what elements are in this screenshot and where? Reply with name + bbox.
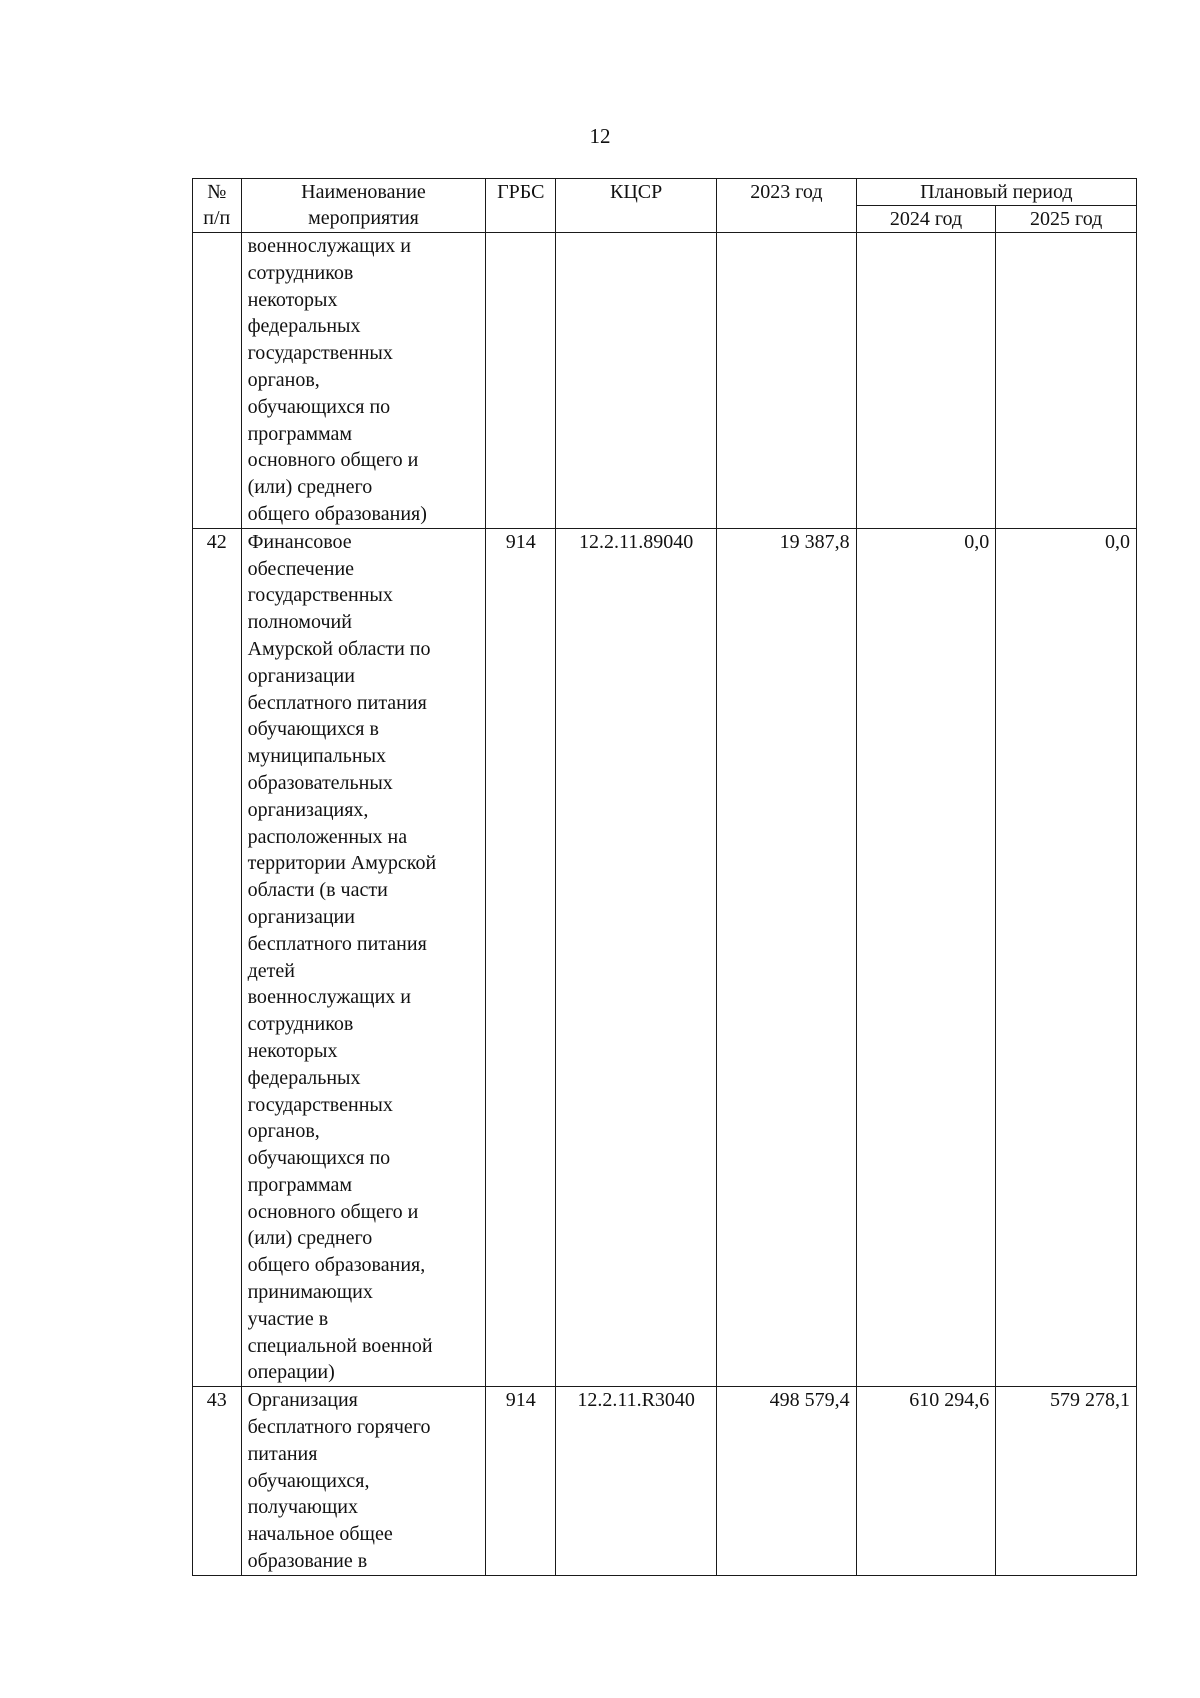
name-line: общего образования)	[247, 502, 427, 525]
row-2023-cell: 498 579,4	[717, 1387, 857, 1576]
name-line: территории Амурской	[247, 852, 437, 875]
row-2024-cell: 610 294,6	[856, 1387, 996, 1576]
name-line: участие в	[247, 1307, 329, 1330]
name-line: Организация	[247, 1389, 358, 1412]
row-number-cell: 42	[193, 528, 242, 1387]
header-year-2023: 2023 год	[717, 179, 857, 233]
row-kcsr-cell	[556, 233, 717, 529]
name-line: (или) среднего	[247, 1227, 373, 1250]
name-line: обучающихся по	[247, 395, 391, 418]
name-line: муниципальных	[247, 745, 387, 768]
name-line: военнослужащих и	[247, 986, 411, 1009]
name-line: Финансовое	[247, 530, 352, 553]
page-number: 12	[589, 124, 611, 148]
table-row	[193, 233, 1137, 529]
row-grbs-cell: 914	[486, 1387, 556, 1576]
name-line: программам	[247, 422, 353, 445]
name-line: полномочий	[247, 611, 352, 634]
header-planned-period: Плановый период	[856, 179, 1136, 206]
row-number-cell: 43	[193, 1387, 242, 1576]
table-body	[193, 233, 1137, 1576]
name-line: области (в части	[247, 879, 388, 902]
row-kcsr-cell: 12.2.11.89040	[556, 528, 717, 1387]
name-line: организации	[247, 664, 355, 687]
row-name-cell	[241, 1387, 486, 1576]
name-line: сотрудников	[247, 261, 354, 284]
name-line: операции)	[247, 1361, 335, 1384]
header-name	[241, 179, 486, 233]
name-line: обучающихся по	[247, 1147, 391, 1170]
header-num-line: п/п	[203, 207, 231, 229]
row-name-cell	[241, 233, 486, 529]
name-line: образование в	[247, 1550, 368, 1573]
name-line: расположенных на	[247, 825, 408, 848]
name-line: получающих	[247, 1496, 358, 1519]
header-num-line: №	[207, 181, 227, 203]
header-year-2025: 2025 год	[996, 206, 1137, 233]
name-line: Амурской области по	[247, 637, 431, 660]
name-line: начальное общее	[247, 1523, 393, 1546]
row-grbs-cell: 914	[486, 528, 556, 1387]
name-line: детей	[247, 959, 295, 982]
table-header	[193, 179, 1137, 233]
name-line: бесплатного питания	[247, 691, 427, 714]
name-line: обучающихся в	[247, 718, 379, 741]
name-line: бесплатного горячего	[247, 1416, 431, 1439]
name-line: органов,	[247, 1120, 320, 1143]
row-name-cell	[241, 528, 486, 1387]
name-line: основного общего и	[247, 449, 419, 472]
name-line: государственных	[247, 584, 393, 607]
row-kcsr-cell: 12.2.11.R3040	[556, 1387, 717, 1576]
row-2025-cell: 0,0	[996, 528, 1137, 1387]
name-line: сотрудников	[247, 1013, 354, 1036]
table-row	[193, 1387, 1137, 1576]
budget-table	[192, 178, 1137, 1576]
header-grbs: ГРБС	[486, 179, 556, 233]
header-kcsr: КЦСР	[556, 179, 717, 233]
name-line: программам	[247, 1173, 353, 1196]
header-name-line: мероприятия	[308, 207, 419, 229]
name-line: обеспечение	[247, 557, 355, 580]
name-line: обучающихся,	[247, 1469, 370, 1492]
name-line: федеральных	[247, 1066, 361, 1089]
name-line: военнослужащих и	[247, 235, 411, 257]
name-line: основного общего и	[247, 1200, 419, 1223]
header-year-2024: 2024 год	[856, 206, 996, 233]
name-line: организациях,	[247, 798, 369, 821]
name-line: питания	[247, 1442, 318, 1465]
name-line: образовательных	[247, 771, 393, 794]
name-line: общего образования,	[247, 1254, 426, 1277]
header-name-line: Наименование	[301, 181, 426, 203]
row-2023-cell: 19 387,8	[717, 528, 857, 1387]
row-2023-cell	[717, 233, 857, 529]
row-number-cell	[193, 233, 242, 529]
name-line: принимающих	[247, 1281, 373, 1304]
name-line: государственных	[247, 1093, 393, 1116]
name-line: организации	[247, 905, 355, 928]
row-2024-cell	[856, 233, 996, 529]
header-num	[193, 179, 242, 233]
name-line: специальной военной	[247, 1334, 433, 1357]
name-line: некоторых	[247, 288, 338, 311]
row-2025-cell: 579 278,1	[996, 1387, 1137, 1576]
row-2025-cell	[996, 233, 1137, 529]
row-grbs-cell	[486, 233, 556, 529]
name-line: (или) среднего	[247, 476, 373, 499]
name-line: бесплатного питания	[247, 932, 427, 955]
name-line: некоторых	[247, 1039, 338, 1062]
name-line: государственных	[247, 342, 393, 365]
table-row	[193, 528, 1137, 1387]
row-2024-cell: 0,0	[856, 528, 996, 1387]
name-line: федеральных	[247, 315, 361, 338]
name-line: органов,	[247, 368, 320, 391]
